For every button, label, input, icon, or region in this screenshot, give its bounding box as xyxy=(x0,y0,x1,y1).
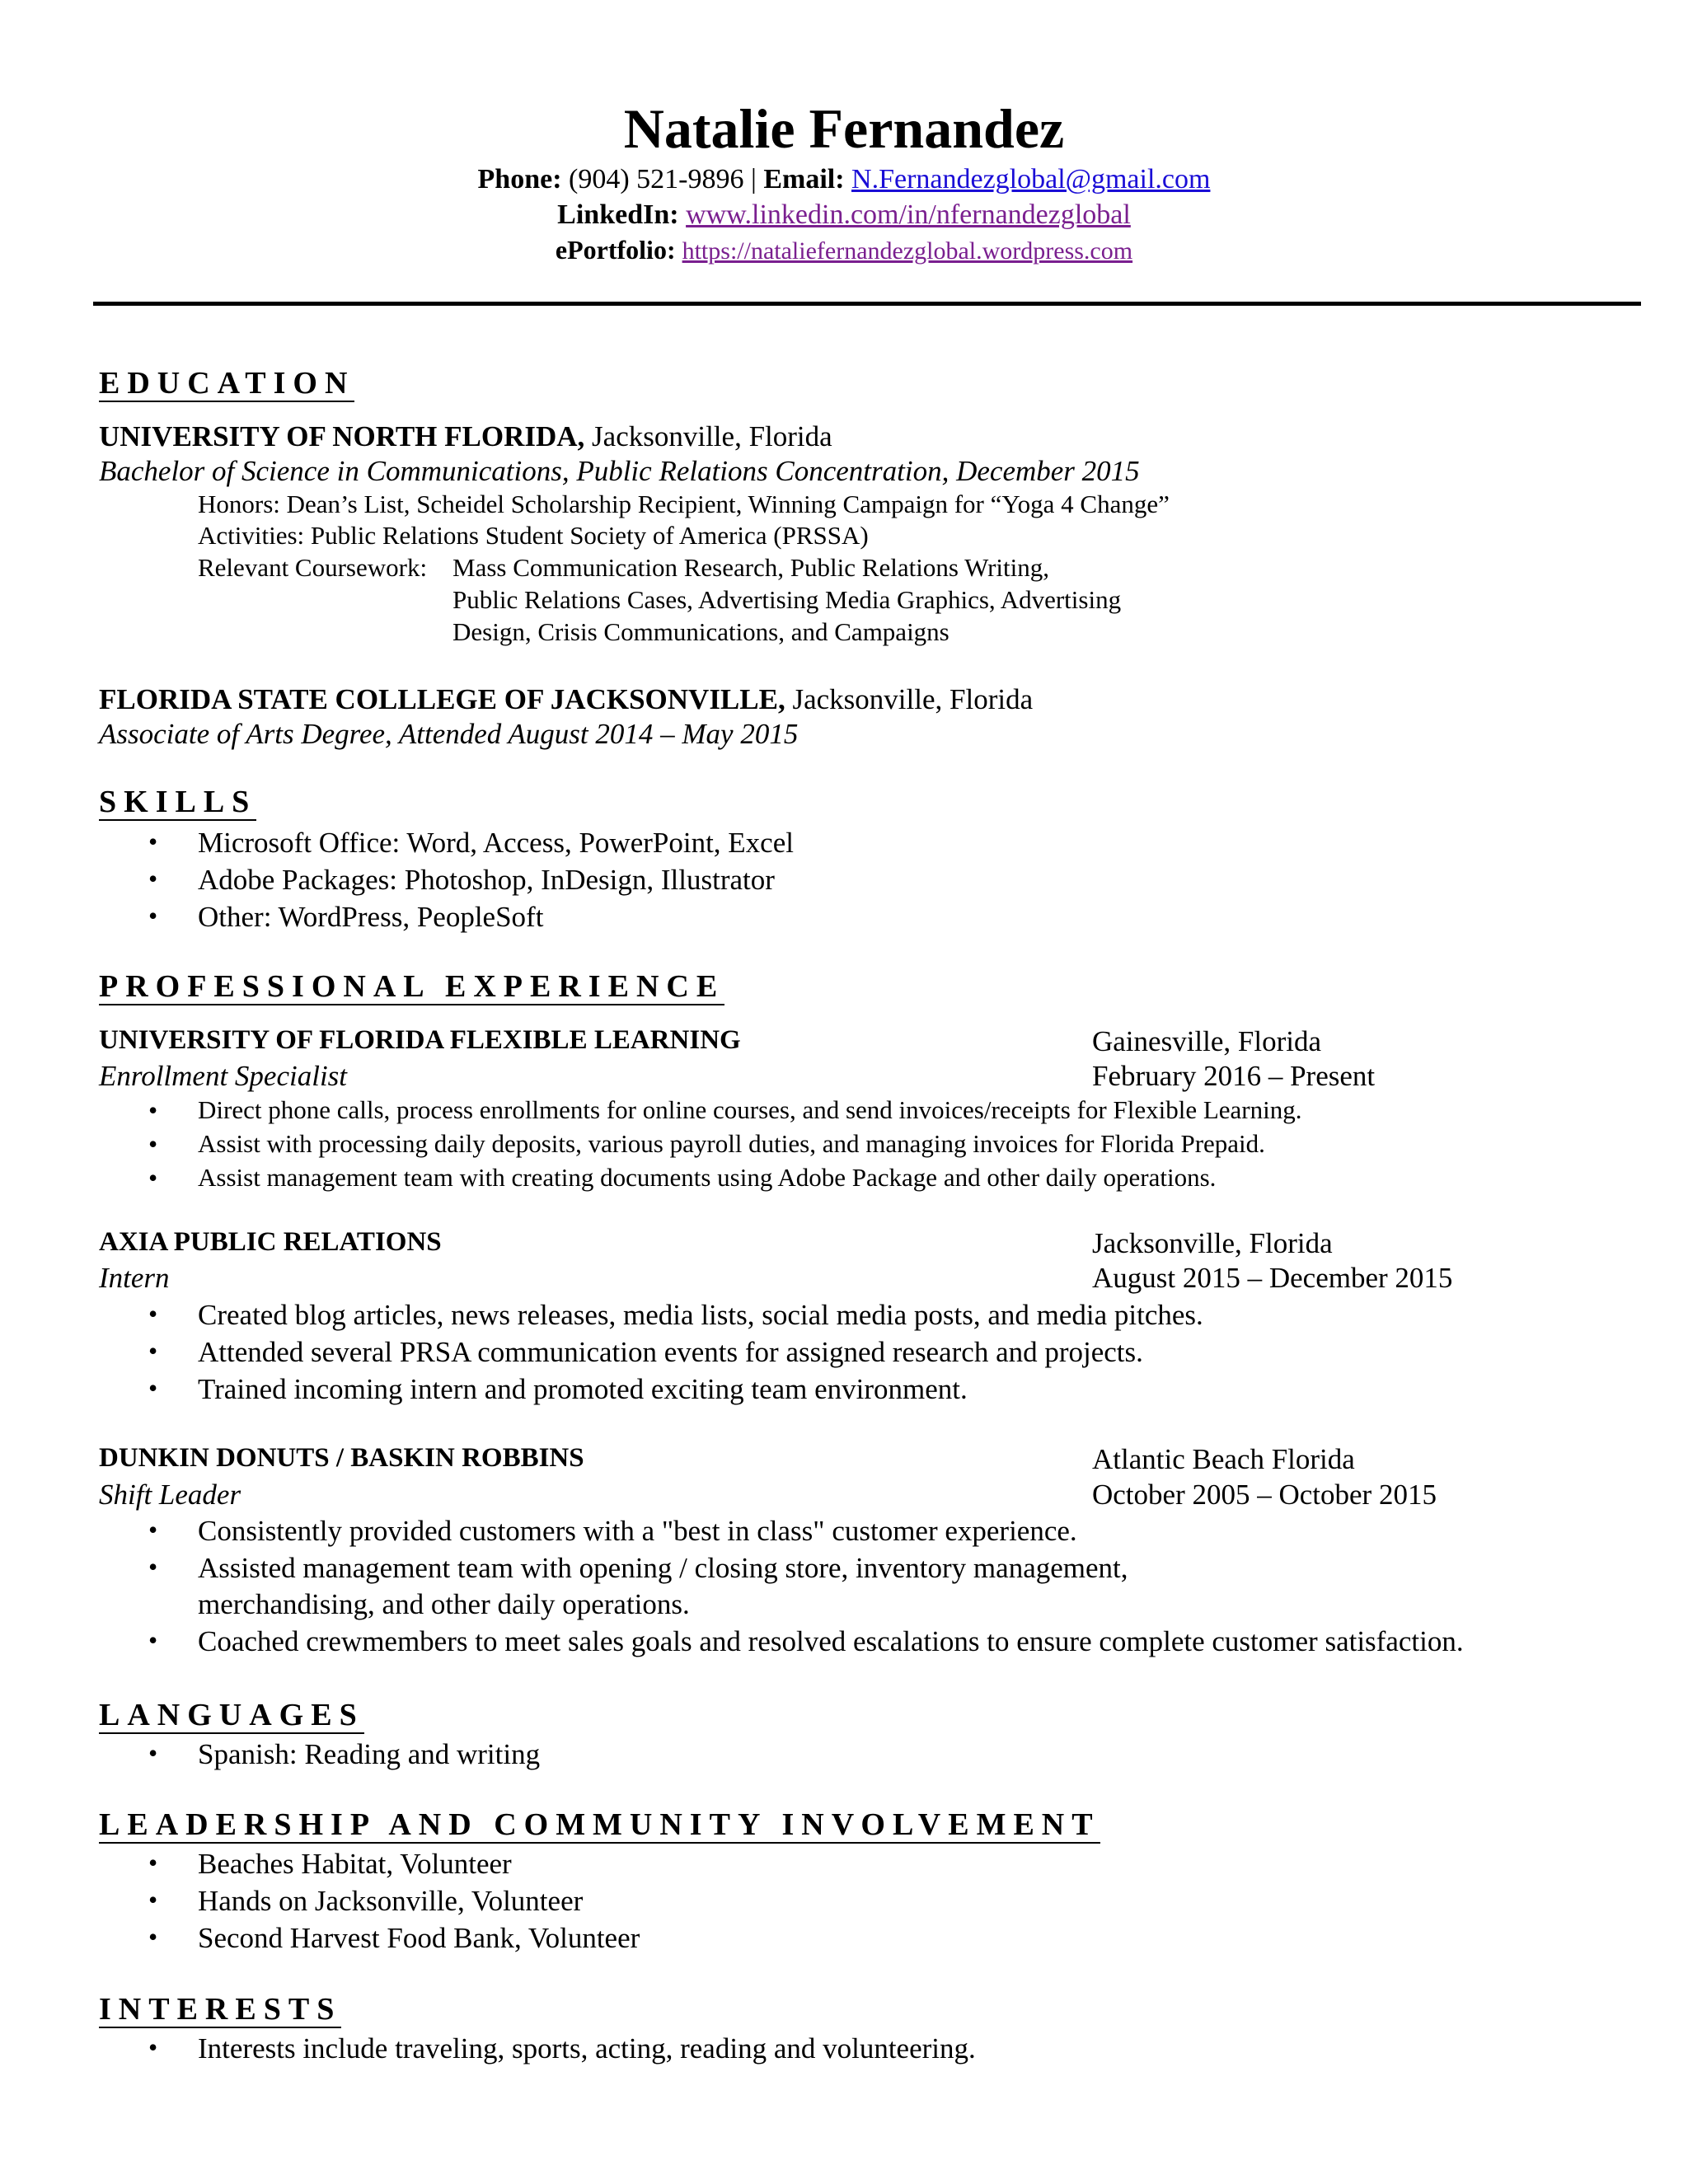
skill-item: Adobe Packages: Photoshop, InDesign, Illustrator xyxy=(198,864,775,896)
bullet: • xyxy=(148,1299,158,1329)
bullet: • xyxy=(148,1885,158,1915)
bullet: • xyxy=(148,1163,158,1193)
job-dates: February 2016 – Present xyxy=(1092,1060,1376,1092)
bullet: • xyxy=(148,1336,158,1366)
job-bullet: Assisted management team with opening / closing store, inventory management, xyxy=(198,1552,1128,1584)
interest-item: Interests include traveling, sports, acting, reading and volunteering. xyxy=(198,2032,976,2064)
job-bullet: Assist with processing daily deposits, various payroll duties, and managing invoices for Florida Prepaid. xyxy=(198,1129,1265,1158)
job-bullet: Created blog articles, news releases, media lists, social media posts, and media pitches. xyxy=(198,1299,1203,1331)
bullet: • xyxy=(148,901,158,930)
school-fscj xyxy=(99,685,1033,714)
phone-number: (904) 521-9896 xyxy=(569,164,744,194)
eportfolio-label: ePortfolio: xyxy=(555,235,676,265)
school-degree: Associate of Arts Degree, Attended August 2014 – May 2015 xyxy=(99,718,799,750)
bullet: • xyxy=(148,1095,158,1125)
skill-item: Other: WordPress, PeopleSoft xyxy=(198,901,544,933)
job-title: Enrollment Specialist xyxy=(99,1060,348,1092)
linkedin-label: LinkedIn: xyxy=(557,199,679,230)
leadership-heading: LEADERSHIP AND COMMUNITY INVOLVEMENT xyxy=(99,1807,1100,1842)
job-bullet: Trained incoming intern and promoted exciting team environment. xyxy=(198,1373,968,1405)
eportfolio-link[interactable]: https://nataliefernandezglobal.wordpress.com xyxy=(682,237,1133,265)
job-location: Jacksonville, Florida xyxy=(1092,1227,1333,1259)
school-location: Jacksonville, Florida xyxy=(792,683,1034,715)
school-activities: Activities: Public Relations Student Society of America (PRSSA) xyxy=(198,521,869,550)
bullet: • xyxy=(148,1515,158,1544)
job-location: Gainesville, Florida xyxy=(1092,1025,1322,1057)
bullet: • xyxy=(148,864,158,893)
job-bullet: Direct phone calls, process enrollments for online courses, and send invoices/receipts for Flexible Learning. xyxy=(198,1095,1302,1124)
job-company: AXIA PUBLIC RELATIONS xyxy=(99,1227,442,1257)
coursework-line: Design, Crisis Communications, and Campaigns xyxy=(452,617,950,646)
job-title: Intern xyxy=(99,1262,170,1294)
job-bullet: Assist management team with creating documents using Adobe Package and other daily operations. xyxy=(198,1163,1217,1192)
education-heading: EDUCATION xyxy=(99,366,355,401)
school-name: FLORIDA STATE COLLLEGE OF JACKSONVILLE, xyxy=(99,683,785,715)
linkedin-link[interactable]: www.linkedin.com/in/nfernandezglobal xyxy=(686,199,1131,230)
language-item: Spanish: Reading and writing xyxy=(198,1738,541,1770)
contact-line-eportfolio xyxy=(0,237,1688,264)
resume-name: Natalie Fernandez xyxy=(623,97,1065,160)
experience-heading: PROFESSIONAL EXPERIENCE xyxy=(99,969,725,1004)
school-coursework-label: Relevant Coursework: xyxy=(198,553,428,582)
interests-heading: INTERESTS xyxy=(99,1992,342,2027)
bullet: • xyxy=(148,1625,158,1655)
bullet: • xyxy=(148,827,158,856)
header-divider xyxy=(93,302,1641,306)
job-bullet: Coached crewmembers to meet sales goals and resolved escalations to ensure complete customer satisfaction. xyxy=(198,1625,1464,1657)
leadership-item: Second Harvest Food Bank, Volunteer xyxy=(198,1922,640,1954)
contact-line-phone-email xyxy=(0,166,1688,194)
bullet: • xyxy=(148,1738,158,1768)
skill-item: Microsoft Office: Word, Access, PowerPoint, Excel xyxy=(198,827,794,859)
job-bullet: Consistently provided customers with a "best in class" customer experience. xyxy=(198,1515,1077,1547)
job-company: DUNKIN DONUTS / BASKIN ROBBINS xyxy=(99,1443,584,1473)
school-unf xyxy=(99,422,832,451)
coursework-line: Public Relations Cases, Advertising Media Graphics, Advertising xyxy=(452,585,1122,614)
job-title: Shift Leader xyxy=(99,1479,241,1511)
coursework-line: Mass Communication Research, Public Relations Writing, xyxy=(452,553,1050,582)
job-bullet-continuation: merchandising, and other daily operations. xyxy=(198,1588,690,1620)
languages-heading: LANGUAGES xyxy=(99,1698,364,1732)
bullet: • xyxy=(148,1922,158,1952)
skills-heading: SKILLS xyxy=(99,785,257,819)
bullet: • xyxy=(148,2032,158,2062)
leadership-item: Beaches Habitat, Volunteer xyxy=(198,1848,512,1880)
bullet: • xyxy=(148,1129,158,1159)
phone-label: Phone: xyxy=(477,164,562,194)
bullet: • xyxy=(148,1848,158,1877)
leadership-item: Hands on Jacksonville, Volunteer xyxy=(198,1885,584,1917)
bullet: • xyxy=(148,1552,158,1582)
job-bullet: Attended several PRSA communication events for assigned research and projects. xyxy=(198,1336,1143,1368)
email-link[interactable]: N.Fernandezglobal@gmail.com xyxy=(851,164,1211,194)
job-location: Atlantic Beach Florida xyxy=(1092,1443,1355,1475)
job-dates: October 2005 – October 2015 xyxy=(1092,1479,1437,1511)
email-label: Email: xyxy=(763,164,845,194)
contact-line-linkedin xyxy=(0,201,1688,229)
contact-separator: | xyxy=(751,164,757,194)
school-location: Jacksonville, Florida xyxy=(592,420,832,452)
job-company: UNIVERSITY OF FLORIDA FLEXIBLE LEARNING xyxy=(99,1025,741,1055)
school-degree: Bachelor of Science in Communications, Public Relations Concentration, December 2015 xyxy=(99,455,1140,487)
bullet: • xyxy=(148,1373,158,1403)
school-honors: Honors: Dean’s List, Scheidel Scholarship Recipient, Winning Campaign for “Yoga 4 Change” xyxy=(198,490,1170,518)
school-name: UNIVERSITY OF NORTH FLORIDA, xyxy=(99,420,585,452)
job-dates: August 2015 – December 2015 xyxy=(1092,1262,1453,1294)
